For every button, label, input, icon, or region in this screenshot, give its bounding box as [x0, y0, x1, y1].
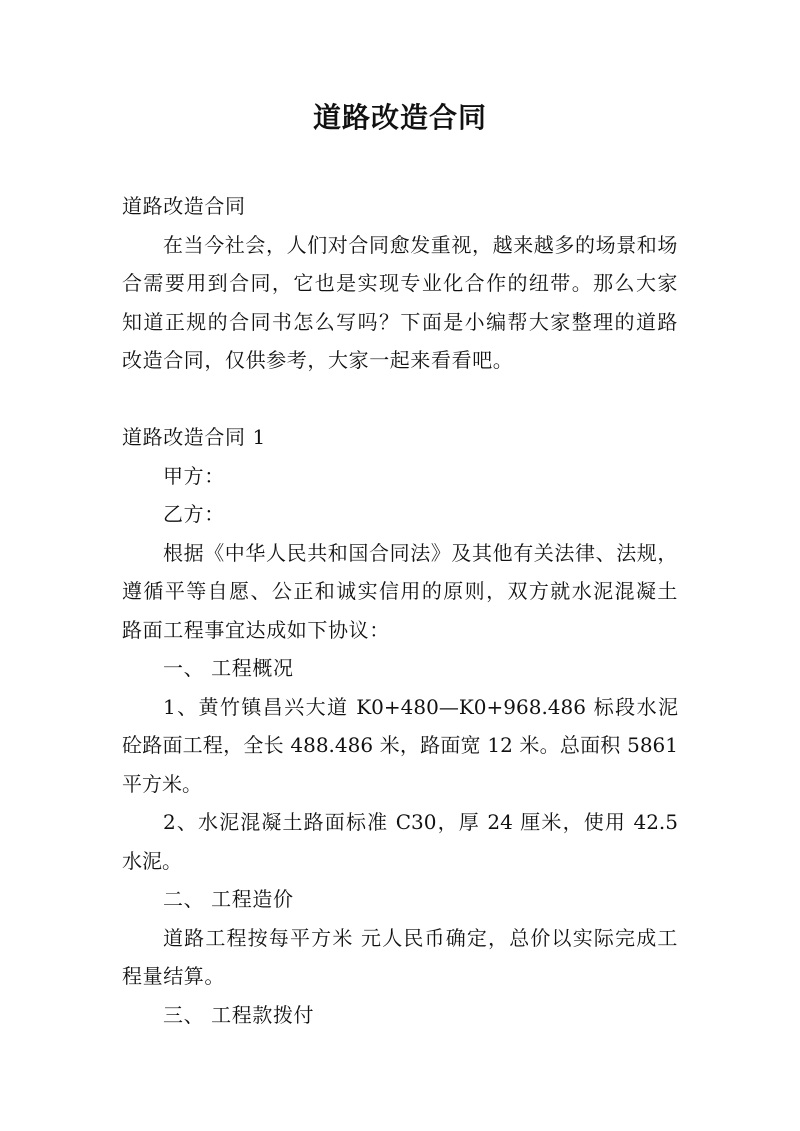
party-b-line: 乙方：	[163, 502, 225, 526]
section-2-paragraph: 道路工程按每平方米 元人民币确定，总价以实际完成工程量结算。	[122, 925, 678, 988]
party-a-line: 甲方：	[163, 463, 225, 488]
document-subtitle: 道路改造合同	[122, 194, 246, 218]
section-1-item-1: 1、黄竹镇昌兴大道 K0+480—K0+968.486 标段水泥砼路面工程，全长 488.486 米，路面宽 12 米。总面积 5861 平方米。	[122, 694, 678, 796]
section-2-heading: 二、 工程造价	[163, 887, 294, 911]
contract-heading: 道路改造合同 1	[122, 425, 266, 449]
section-1-item-2: 2、水泥混凝土路面标准 C30，厚 24 厘米，使用 42.5 水泥。	[122, 810, 678, 873]
blank-line	[122, 380, 678, 419]
document-body	[122, 187, 678, 1034]
document-title: 道路改造合同	[312, 101, 487, 134]
section-3-heading: 三、 工程款拨付	[163, 1002, 315, 1027]
intro-paragraph: 在当今社会，人们对合同愈发重视，越来越多的场景和场合需要用到合同，它也是实现专业化合作的纽带。那么大家知道正规的合同书怎么写吗？下面是小编帮大家整理的道路改造合同，仅供参考，大家一起来看看吧。	[122, 232, 678, 372]
section-1-heading: 一、 工程概况	[163, 656, 294, 680]
preamble-paragraph: 根据《中华人民共和国合同法》及其他有关法律、法规，遵循平等自愿、公正和诚实信用的原则，双方就水泥混凝土路面工程事宜达成如下协议：	[122, 540, 678, 642]
